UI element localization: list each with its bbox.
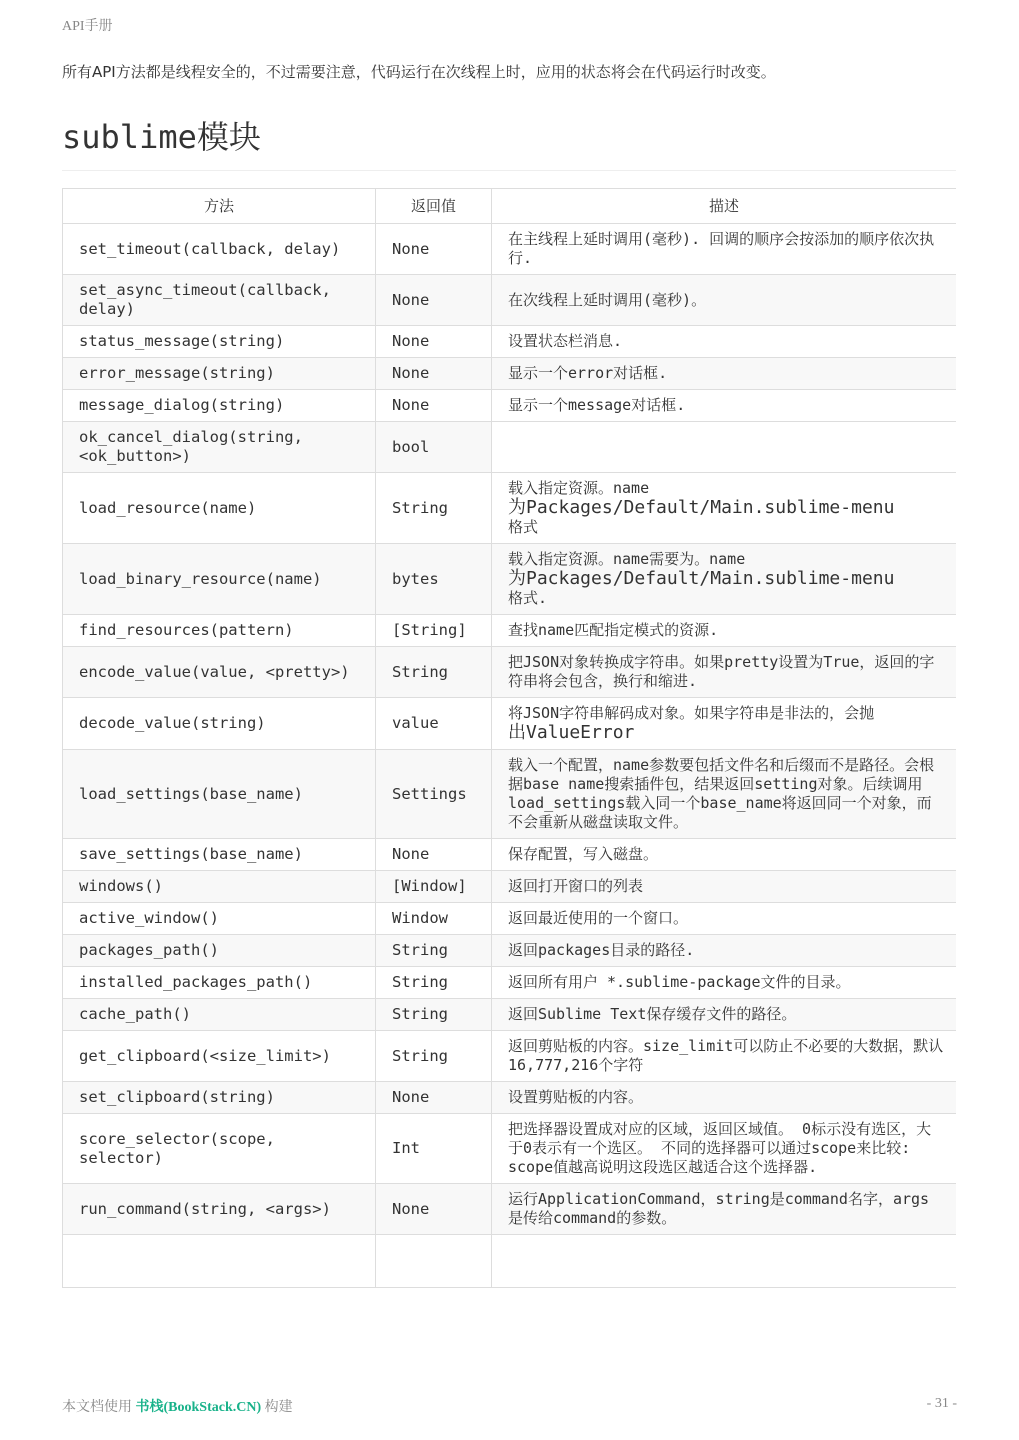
method-cell: installed_packages_path() [63,967,376,999]
returns-cell: value [376,698,492,750]
returns-cell: None [376,326,492,358]
resource-path: 为Packages/Default/Main.sublime-menu [508,568,895,589]
returns-cell: String [376,999,492,1031]
method-cell [63,1235,376,1288]
resource-path: 为Packages/Default/Main.sublime-menu [508,497,895,518]
description-tail: 格式. [508,589,548,607]
table-row [63,544,957,615]
table-row [63,615,957,647]
header-description: 描述 [492,189,957,224]
description-cell: 返回packages目录的路径. [492,935,957,967]
description-cell: 返回Sublime Text保存缓存文件的路径。 [492,999,957,1031]
method-cell: packages_path() [63,935,376,967]
table-row [63,1082,957,1114]
returns-cell: None [376,390,492,422]
description-cell: 在主线程上延时调用(毫秒). 回调的顺序会按添加的顺序依次执行. [492,224,957,275]
description-cell: 返回所有用户 *.sublime-package文件的目录。 [492,967,957,999]
returns-cell: String [376,967,492,999]
table-row [63,422,957,473]
method-cell: load_binary_resource(name) [63,544,376,615]
table-row [63,935,957,967]
method-cell: windows() [63,871,376,903]
description-cell [492,422,957,473]
description-cell [492,473,957,544]
method-cell: encode_value(value, <pretty>) [63,647,376,698]
method-cell: error_message(string) [63,358,376,390]
footer-brand-link[interactable]: 书栈(BookStack.CN) [135,1400,262,1415]
method-cell: set_timeout(callback, delay) [63,224,376,275]
table-row [63,1184,957,1235]
table-header-row [63,189,957,224]
table-row [63,326,957,358]
method-cell: status_message(string) [63,326,376,358]
method-cell: cache_path() [63,999,376,1031]
description-cell: 显示一个error对话框. [492,358,957,390]
footer-suffix: 构建 [261,1400,293,1415]
method-cell: message_dialog(string) [63,390,376,422]
returns-cell: None [376,275,492,326]
table-row [63,1031,957,1082]
method-cell: save_settings(base_name) [63,839,376,871]
table-row [63,473,957,544]
returns-cell: [Window] [376,871,492,903]
footer-prefix: 本文档使用 [62,1400,136,1415]
description-cell: 在次线程上延时调用(毫秒)。 [492,275,957,326]
returns-cell: None [376,224,492,275]
page-number: - 31 - [926,1396,957,1411]
method-cell: set_clipboard(string) [63,1082,376,1114]
table-row [63,967,957,999]
table-row [63,839,957,871]
table-row [63,750,957,839]
method-cell: set_async_timeout(callback, delay) [63,275,376,326]
description-cell: 把选择器设置成对应的区域，返回区域值。 0标示没有选区，大于0表示有一个选区。 不同的选择器可以通过scope来比较: scope值越高说明这段选区越适合这个选择器. [492,1114,957,1184]
returns-cell: [String] [376,615,492,647]
returns-cell: None [376,1184,492,1235]
table-row [63,647,957,698]
description-cell [492,544,957,615]
section-title: sublime模块 [62,112,956,171]
description-text: 载入指定资源。name [508,479,650,497]
page-header: API手册 [62,19,113,34]
description-cell: 返回打开窗口的列表 [492,871,957,903]
table-row [63,698,957,750]
returns-cell: None [376,839,492,871]
method-cell: score_selector(scope, selector) [63,1114,376,1184]
method-cell: decode_value(string) [63,698,376,750]
returns-cell: Int [376,1114,492,1184]
header-method: 方法 [63,189,376,224]
method-cell: run_command(string, <args>) [63,1184,376,1235]
returns-cell: String [376,1031,492,1082]
returns-cell: None [376,358,492,390]
description-cell: 返回剪贴板的内容。size_limit可以防止不必要的大数据，默认16,777,216个字符 [492,1031,957,1082]
method-cell: active_window() [63,903,376,935]
description-tail: 格式 [508,518,539,536]
description-cell [492,698,957,750]
error-name: 出ValueError [508,722,635,743]
table-row [63,358,957,390]
method-cell: ok_cancel_dialog(string, <ok_button>) [63,422,376,473]
description-cell: 保存配置，写入磁盘。 [492,839,957,871]
description-cell: 显示一个message对话框. [492,390,957,422]
method-cell: load_resource(name) [63,473,376,544]
returns-cell: String [376,647,492,698]
table-row [63,224,957,275]
returns-cell [376,1235,492,1288]
table-row [63,1114,957,1184]
returns-cell: String [376,473,492,544]
method-cell: load_settings(base_name) [63,750,376,839]
description-cell: 设置状态栏消息. [492,326,957,358]
header-returns: 返回值 [376,189,492,224]
table-row [63,999,957,1031]
returns-cell: bool [376,422,492,473]
returns-cell: None [376,1082,492,1114]
description-text: 将JSON字符串解码成对象。如果字符串是非法的，会抛 [508,704,875,722]
description-cell: 返回最近使用的一个窗口。 [492,903,957,935]
description-cell: 载入一个配置，name参数要包括文件名和后缀而不是路径。会根据base name搜索插件包，结果返回setting对象。后续调用load_settings载入同一个base_name将返回同一个对象，而不会重新从磁盘读取文件。 [492,750,957,839]
api-table-container [62,188,956,1380]
api-table [62,188,956,1288]
table-row [63,390,957,422]
description-cell: 把JSON对象转换成字符串。如果pretty设置为True，返回的字符串将会包含，换行和缩进. [492,647,957,698]
page-footer [62,1396,293,1416]
returns-cell: bytes [376,544,492,615]
table-row [63,275,957,326]
description-cell [492,1235,957,1288]
intro-paragraph: 所有API方法都是线程安全的，不过需要注意，代码运行在次线程上时，应用的状态将会在代码运行时改变。 [62,63,776,81]
description-cell: 查找name匹配指定模式的资源. [492,615,957,647]
returns-cell: String [376,935,492,967]
table-row [63,1235,957,1288]
table-row [63,903,957,935]
description-cell: 运行ApplicationCommand，string是command名字，args是传给command的参数。 [492,1184,957,1235]
returns-cell: Window [376,903,492,935]
description-text: 载入指定资源。name需要为。name [508,550,746,568]
method-cell: find_resources(pattern) [63,615,376,647]
table-row [63,871,957,903]
description-cell: 设置剪贴板的内容。 [492,1082,957,1114]
method-cell: get_clipboard(<size_limit>) [63,1031,376,1082]
returns-cell: Settings [376,750,492,839]
